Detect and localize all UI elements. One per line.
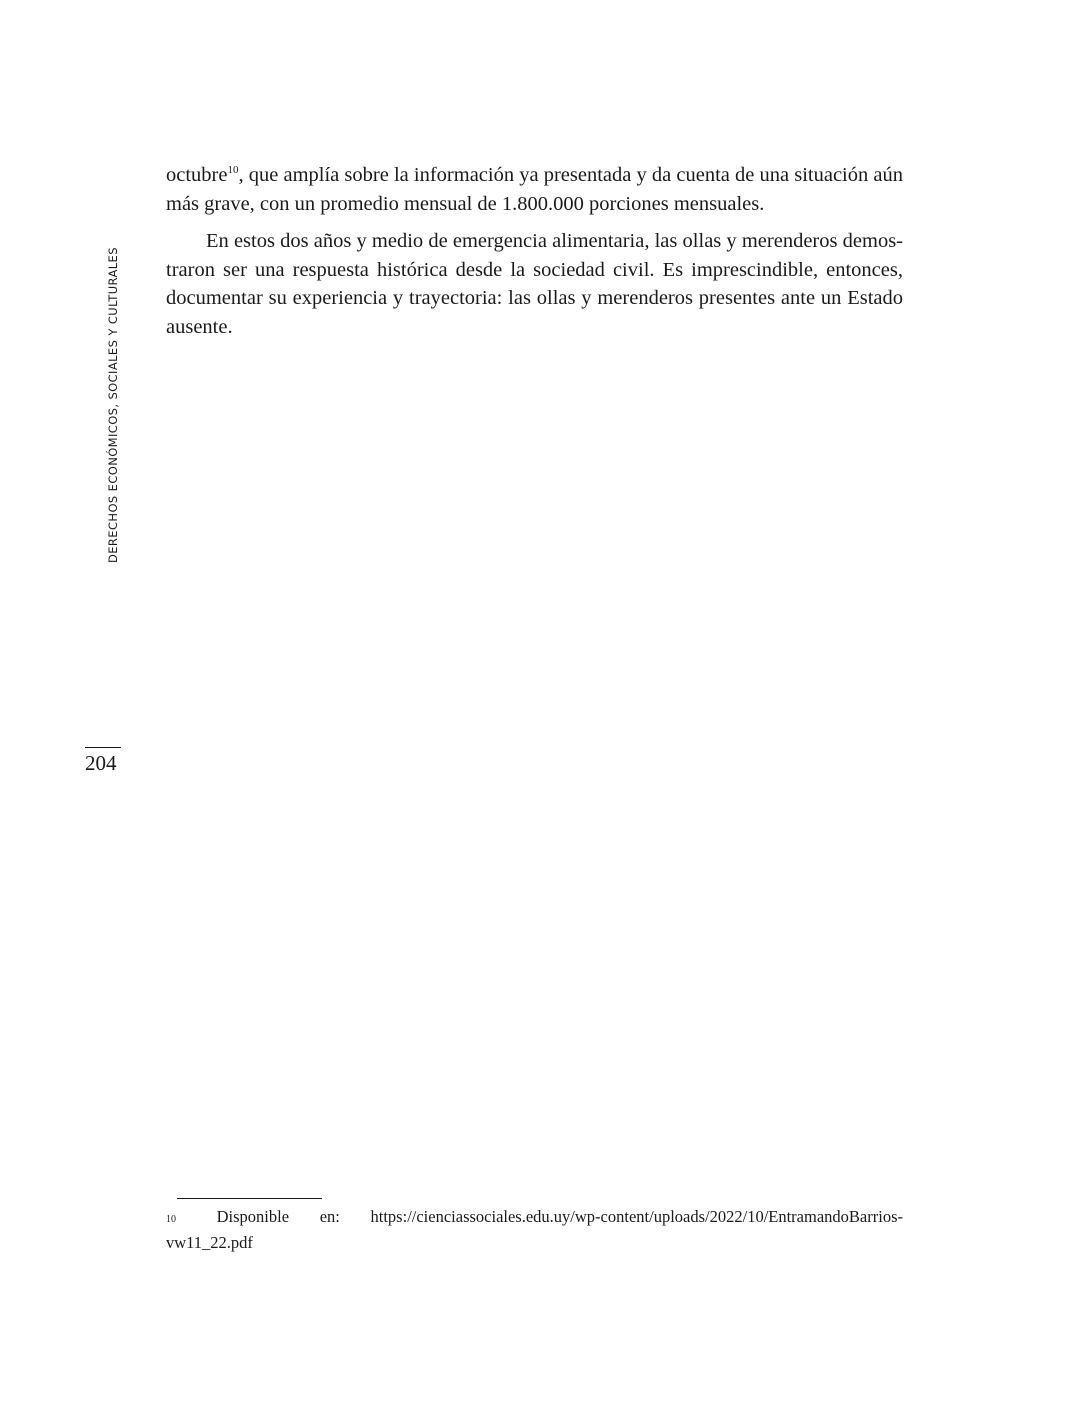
footnote-url-part-1[interactable]: https://cienciassociales.edu.uy/wp-content/uploads/2022/10/EntramandoBarrios-: [370, 1207, 903, 1226]
page-number-rule: [85, 747, 121, 748]
footnote: [166, 1205, 903, 1254]
footnote-word-disponible: Disponible: [216, 1207, 290, 1226]
running-header-vertical: DERECHOS ECONÓMICOS, SOCIALES Y CULTURALES: [106, 247, 120, 563]
page-number: 204: [85, 751, 117, 775]
paragraph-1: [166, 161, 903, 218]
paragraph-1-rest: , que amplía sobre la información ya presentada y da cuenta de una situación aún más grave, con un promedio mensual de 1.800.000 porciones mensuales.: [166, 164, 903, 215]
footnote-reference[interactable]: 10: [227, 164, 239, 176]
footnote-url-part-2[interactable]: vw11_22.pdf: [166, 1233, 253, 1252]
body-text: [166, 161, 903, 341]
paragraph-2: En estos dos años y medio de emergencia alimentaria, las ollas y merenderos demostraron ser una respuesta histórica desde la sociedad civil. Es imprescindible, entonces, documentar su experiencia y trayectoria: las ollas y merenderos presentes ante un Estado ausente.: [166, 230, 903, 338]
footnote-word-en: en:: [319, 1207, 340, 1226]
footnote-number: 10: [166, 1214, 176, 1225]
footnote-separator: [177, 1198, 322, 1199]
footnote-line-1: [166, 1205, 903, 1231]
paragraph-1-start: octubre: [166, 164, 228, 186]
